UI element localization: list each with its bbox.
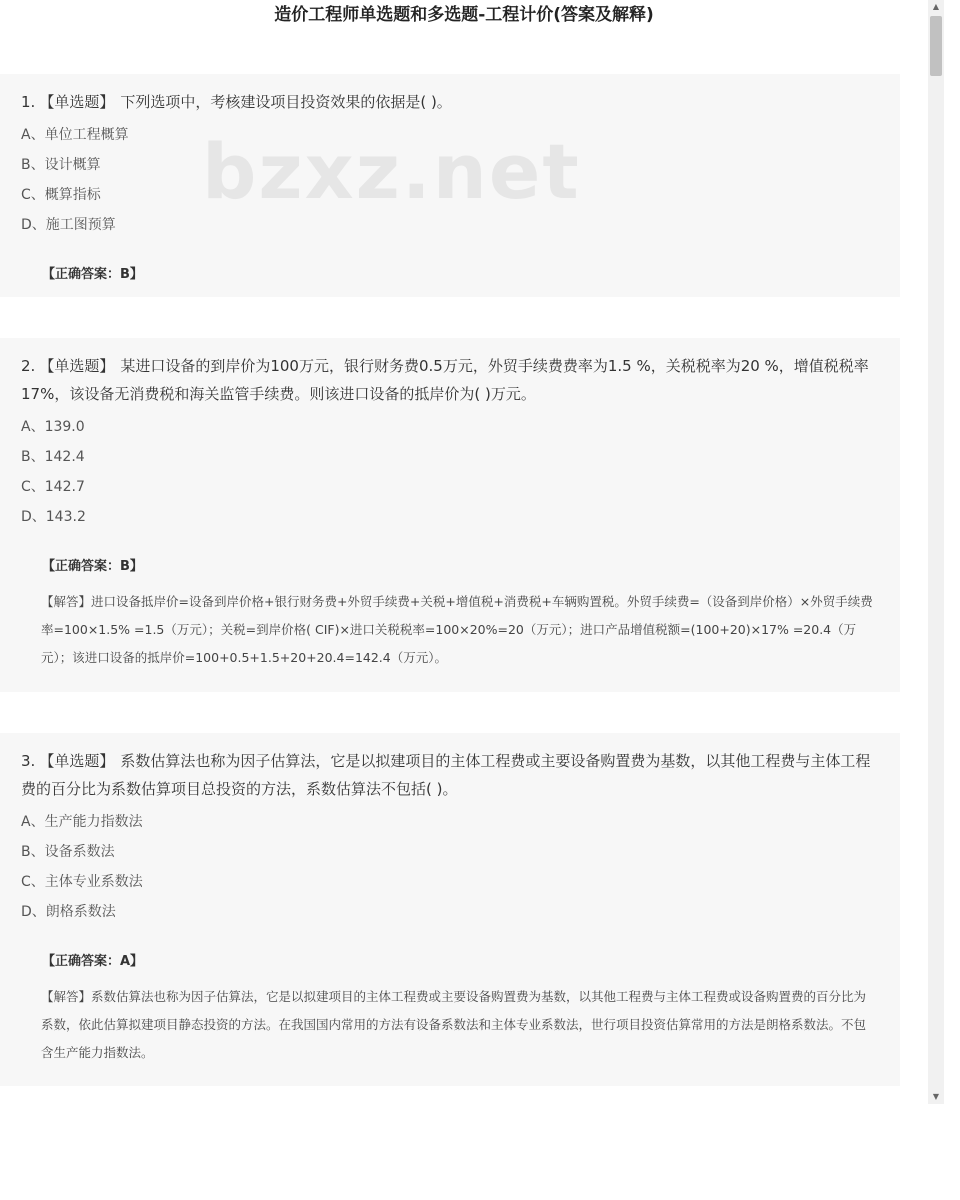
answer-explanation: 【解答】系数估算法也称为因子估算法，它是以拟建项目的主体工程费或主要设备购置费为基数，以其他工程费与主体工程费或设备购置费的百分比为系数，依此估算拟建项目静态投资的方法。在我国国内常用的方法有设备系数法和主体专业系数法，世行项目投资估算常用的方法是朗格系数法。不包含生产能力指数法。 [41,989,867,1060]
question-text: 下列选项中，考核建设项目投资效果的依据是( )。 [120,93,452,111]
scroll-down-arrow-icon[interactable]: ▼ [932,1092,940,1101]
option-c[interactable]: C、142.7 [21,479,85,495]
option-list [21,807,878,927]
option-a[interactable]: A、生产能力指数法 [21,814,143,830]
question-card-1 [0,74,900,297]
option-c[interactable]: C、主体专业系数法 [21,874,143,890]
question-card-2 [0,338,900,692]
question-number: 2. [21,357,36,375]
question-card-3 [0,733,900,1086]
vertical-scrollbar[interactable] [928,0,944,1104]
question-number: 3. [21,752,36,770]
scrollbar-thumb[interactable] [930,16,942,76]
question-number: 1. [21,93,36,111]
correct-answer: 【正确答案：B】 [42,559,143,574]
question-text: 某进口设备的到岸价为100万元，银行财务费0.5万元，外贸手续费费率为1.5 %，关税税率为20 %，增值税税率17%，该设备无消费税和海关监管手续费。则该进口设备的抵岸价为( )万元。 [21,357,869,403]
option-b[interactable]: B、设计概算 [21,157,101,173]
page-title: 造价工程师单选题和多选题-工程计价(答案及解释) [274,5,654,25]
watermark: bzxz.net [202,127,581,216]
scroll-up-arrow-icon[interactable]: ▲ [932,2,940,11]
option-b[interactable]: B、142.4 [21,449,85,465]
option-c[interactable]: C、概算指标 [21,187,101,203]
question-type: 【单选题】 [39,752,115,770]
question-stem [21,352,878,408]
option-list [21,120,878,240]
question-type: 【单选题】 [39,93,115,111]
correct-answer: 【正确答案：B】 [42,267,143,282]
question-stem [21,88,878,116]
option-b[interactable]: B、设备系数法 [21,844,115,860]
question-type: 【单选题】 [39,357,115,375]
question-text: 系数估算法也称为因子估算法，它是以拟建项目的主体工程费或主要设备购置费为基数，以其他工程费与主体工程费的百分比为系数估算项目总投资的方法，系数估算法不包括( )。 [21,752,871,798]
option-a[interactable]: A、单位工程概算 [21,127,129,143]
option-list [21,412,878,532]
option-a[interactable]: A、139.0 [21,419,85,435]
answer-explanation: 【解答】进口设备抵岸价=设备到岸价格+银行财务费+外贸手续费+关税+增值税+消费税+车辆购置税。外贸手续费=（设备到岸价格）×外贸手续费率=100×1.5% =1.5（万元）；关税=到岸价格( CIF)×进口关税税率=100×20%=20（万元）；进口产品增值税额=(100+20)×17% =20.4（万元）；该进口设备的抵岸价=100+0.5+1.5+20+20.4=142.4（万元）。 [41,594,873,665]
correct-answer: 【正确答案：A】 [42,954,144,969]
option-d[interactable]: D、施工图预算 [21,217,116,233]
question-stem [21,747,878,803]
option-d[interactable]: D、朗格系数法 [21,904,116,920]
option-d[interactable]: D、143.2 [21,509,86,525]
